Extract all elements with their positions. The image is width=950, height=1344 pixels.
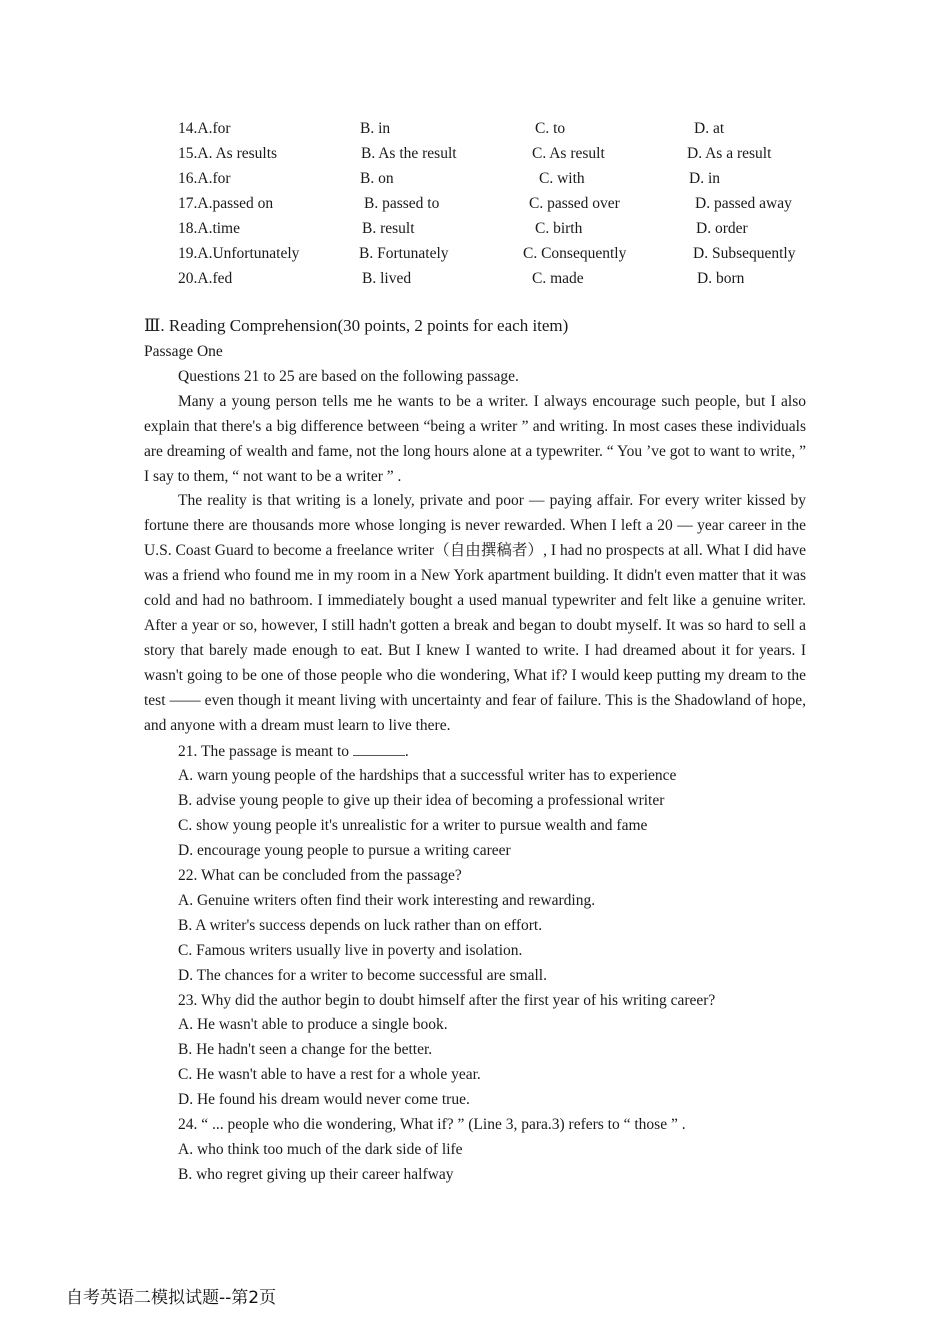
choice-22-a: A. Genuine writers often find their work interesting and rewarding.	[178, 891, 596, 909]
option-15-c: C. As result	[532, 145, 605, 162]
option-18-b: B. result	[362, 220, 415, 237]
question-21-stem-end: .	[404, 742, 409, 760]
option-row-15	[178, 141, 818, 166]
choice-22-b: B. A writer's success depends on luck rather than on effort.	[178, 916, 543, 934]
options-table	[178, 116, 818, 291]
option-16-d: D. in	[689, 170, 720, 187]
option-19-d: D. Subsequently	[693, 245, 796, 262]
option-20-d: D. born	[697, 270, 745, 287]
option-19-b: B. Fortunately	[359, 245, 449, 262]
option-14-d: D. at	[694, 120, 725, 137]
option-17-d: D. passed away	[695, 195, 792, 212]
option-14-c: C. to	[535, 120, 566, 137]
question-24: 24. “ ... people who die wondering, What if? ” (Line 3, para.3) refers to “ those ” .	[178, 1116, 686, 1134]
passage-label: Passage One	[144, 343, 223, 360]
option-15-b: B. As the result	[361, 145, 457, 162]
paragraph-1: Many a young person tells me he wants to be a writer. I always encourage such people, but I also explain that there's a big difference between “being a writer ” and writing. In most cases these individuals are dreaming of wealth and fame, not the long hours alone at a typewriter. “ You ’ve got to want to write, ” I say to them, “ not want to be a writer ” .	[144, 392, 806, 485]
question-21	[144, 739, 806, 765]
choice-22-d: D. The chances for a writer to become successful are small.	[178, 966, 547, 984]
option-15-d: D. As a result	[687, 145, 772, 162]
question-23: 23. Why did the author begin to doubt himself after the first year of his writing career?	[178, 991, 716, 1009]
option-18-a: 18.A.time	[178, 220, 240, 237]
option-18-d: D. order	[696, 220, 748, 237]
option-row-20	[178, 266, 818, 291]
option-row-16	[178, 166, 818, 191]
option-16-b: B. on	[360, 170, 394, 187]
option-20-a: 20.A.fed	[178, 270, 233, 287]
choice-21-d: D. encourage young people to pursue a writing career	[178, 842, 511, 860]
option-14-b: B. in	[360, 120, 391, 137]
option-15-a: 15.A. As results	[178, 145, 278, 162]
choice-23-a: A. He wasn't able to produce a single book.	[178, 1016, 448, 1034]
choice-24-a: A. who think too much of the dark side of life	[178, 1141, 463, 1158]
question-22: 22. What can be concluded from the passage?	[178, 867, 462, 885]
option-16-c: C. with	[539, 170, 585, 187]
option-19-a: 19.A.Unfortunately	[178, 245, 300, 262]
option-14-a: 14.A.for	[178, 120, 231, 137]
option-row-19	[178, 241, 818, 266]
option-17-c: C. passed over	[529, 195, 620, 212]
option-20-c: C. made	[532, 270, 584, 287]
page-footer: 自考英语二模拟试题--第2页	[66, 1288, 277, 1308]
option-19-c: C. Consequently	[523, 245, 627, 262]
option-16-a: 16.A.for	[178, 170, 231, 187]
choice-21-c: C. show young people it's unrealistic for a writer to pursue wealth and fame	[178, 817, 648, 835]
choice-21-a: A. warn young people of the hardships that a successful writer has to experience	[178, 767, 677, 785]
choice-23-c: C. He wasn't able to have a rest for a whole year.	[178, 1066, 481, 1084]
choice-23-b: B. He hadn't seen a change for the better.	[178, 1041, 433, 1059]
option-17-b: B. passed to	[364, 195, 440, 212]
question-21-stem: 21. The passage is meant to	[178, 742, 350, 760]
option-17-a: 17.A.passed on	[178, 195, 274, 212]
choice-22-c: C. Famous writers usually live in poverty and isolation.	[178, 941, 523, 959]
option-row-18	[178, 216, 818, 241]
choice-24-b: B. who regret giving up their career halfway	[178, 1165, 454, 1183]
instructions: Questions 21 to 25 are based on the following passage.	[178, 367, 519, 385]
paragraph-2: The reality is that writing is a lonely, private and poor — paying affair. For every writer kissed by fortune there are thousands more whose longing is never rewarded. When I left a 20 — year career in the U.S. Coast Guard to become a freelance writer（自由撰稿者）, I had no prospects at all. What I did have was a friend who found me in my room in a New York apartment building. It didn't even matter that it was cold and had no bathroom. I immediately bought a used manual typewriter and felt like a genuine writer. After a year or so, however, I still hadn't gotten a break and began to doubt myself. It was so hard to sell a story that barely made enough to eat. But I knew I wanted to write. I had dreamed about it for years. I wasn't going to be one of those people who die wondering, What if? I would keep putting my dream to the test —— even though it meant living with uncertainty and fear of failure. This is the Shadowland of hope, and anyone with a dream must learn to live there.	[144, 492, 806, 734]
option-20-b: B. lived	[362, 270, 412, 287]
choice-23-d: D. He found his dream would never come true.	[178, 1091, 470, 1109]
option-row-14	[178, 116, 818, 141]
option-18-c: C. birth	[535, 220, 583, 237]
section-title: Ⅲ. Reading Comprehension(30 points, 2 points for each item)	[144, 316, 569, 335]
answer-blank	[353, 739, 405, 756]
reading-passage	[144, 340, 806, 1188]
choice-21-b: B. advise young people to give up their idea of becoming a professional writer	[178, 792, 665, 810]
option-row-17	[178, 191, 818, 216]
